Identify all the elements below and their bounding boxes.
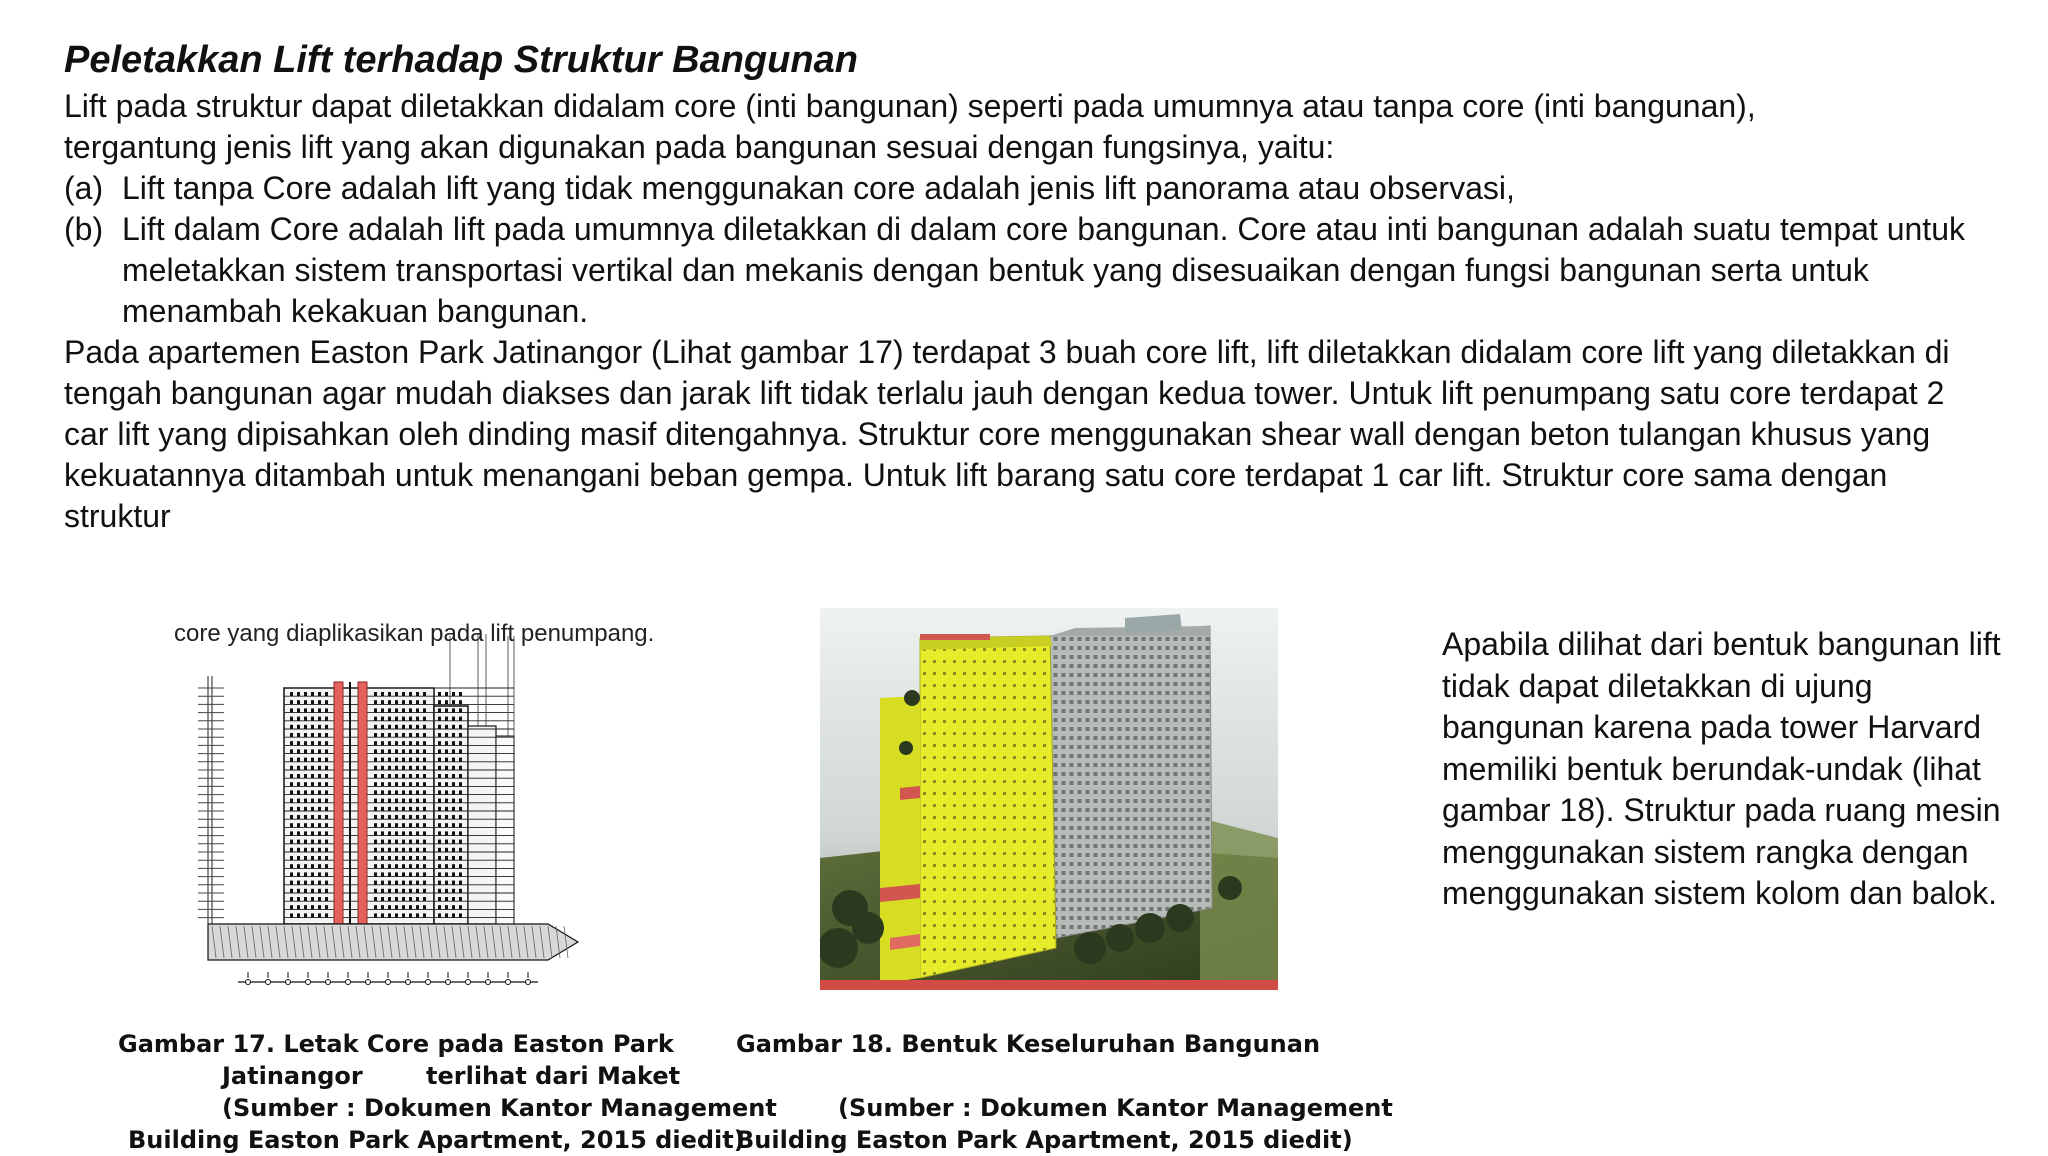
list-label-b: (b) — [64, 211, 104, 247]
figure-18-caption-title: Gambar 18. Bentuk Keseluruhan Bangunan — [736, 1030, 1321, 1058]
list-text-b: Lift dalam Core adalah lift pada umumnya diletakkan di dalam core bangunan. Core atau inti bangunan adalah suatu tempat untuk meletakkan sistem transportasi vertikal dan mekanis dengan bentuk yang disesuaikan dengan fungsi bangunan serta untuk menambah kekakuan bangunan. — [122, 211, 1965, 329]
figure-18-caption-source: (Sumber : Dokumen Kantor Management — [838, 1094, 1393, 1122]
list-item-a — [64, 168, 2024, 209]
side-paragraph: Apabila dilihat dari bentuk bangunan lift tidak dapat diletakkan di ujung bangunan karena pada tower Harvard memiliki bentuk berundak-undak (lihat gambar 18). Struktur pada ruang mesin menggunakan sistem rangka dengan menggunakan sistem kolom dan balok. — [1442, 626, 2001, 911]
figure-17-caption-source: (Sumber : Dokumen Kantor Management — [222, 1094, 777, 1122]
list-text-a: Lift tanpa Core adalah lift yang tidak menggunakan core adalah jenis lift panorama atau observasi, — [122, 170, 1515, 206]
figure-18-caption-source-cont: Building Easton Park Apartment, 2015 diedit) — [736, 1126, 1353, 1154]
paragraph-2: car lift yang dipisahkan oleh dinding masif ditengahnya. Struktur core menggunakan shear wall dengan beton tulangan khusus yang kekuatannya ditambah untuk menangani beban gempa. Untuk lift barang satu core terdapat 1 car lift. Struktur core sama dengan struktur — [64, 416, 1931, 534]
figure-17-caption-title-cont: Jatinangor — [222, 1062, 363, 1090]
list-item-b — [64, 209, 2024, 332]
figure-18-caption-title-cont: terlihat dari Maket — [426, 1062, 681, 1090]
figure-17-caption-source-cont: Building Easton Park Apartment, 2015 diedit) — [128, 1126, 745, 1154]
figure-17-note: core yang diaplikasikan pada lift penumpang. — [174, 620, 655, 647]
body-text — [64, 86, 2024, 537]
section-drawing-svg — [168, 606, 600, 992]
intro-line-2: tergantung jenis lift yang akan digunakan pada bangunan sesuai dengan fungsinya, yaitu: — [64, 129, 1335, 165]
figure-17-caption-title: Gambar 17. Letak Core pada Easton Park — [118, 1030, 674, 1058]
paragraph-1: Pada apartemen Easton Park Jatinangor (Lihat gambar 17) terdapat 3 buah core lift, lift diletakkan didalam core lift yang diletakkan di tengah bangunan agar mudah diakses dan jarak lift tidak terlalu jauh dengan kedua tower. Untuk lift penumpang satu core terdapat 2 — [64, 334, 1950, 411]
model-photo-svg — [820, 608, 1278, 990]
list-label-a: (a) — [64, 170, 104, 206]
figure-17-section-drawing — [168, 606, 655, 992]
figure-18-model-photo — [820, 608, 1278, 990]
page-title: Peletakkan Lift terhadap Struktur Bangunan — [64, 39, 858, 81]
intro-line-1: Lift pada struktur dapat diletakkan didalam core (inti bangunan) seperti pada umumnya atau tanpa core (inti bangunan), — [64, 88, 1756, 124]
